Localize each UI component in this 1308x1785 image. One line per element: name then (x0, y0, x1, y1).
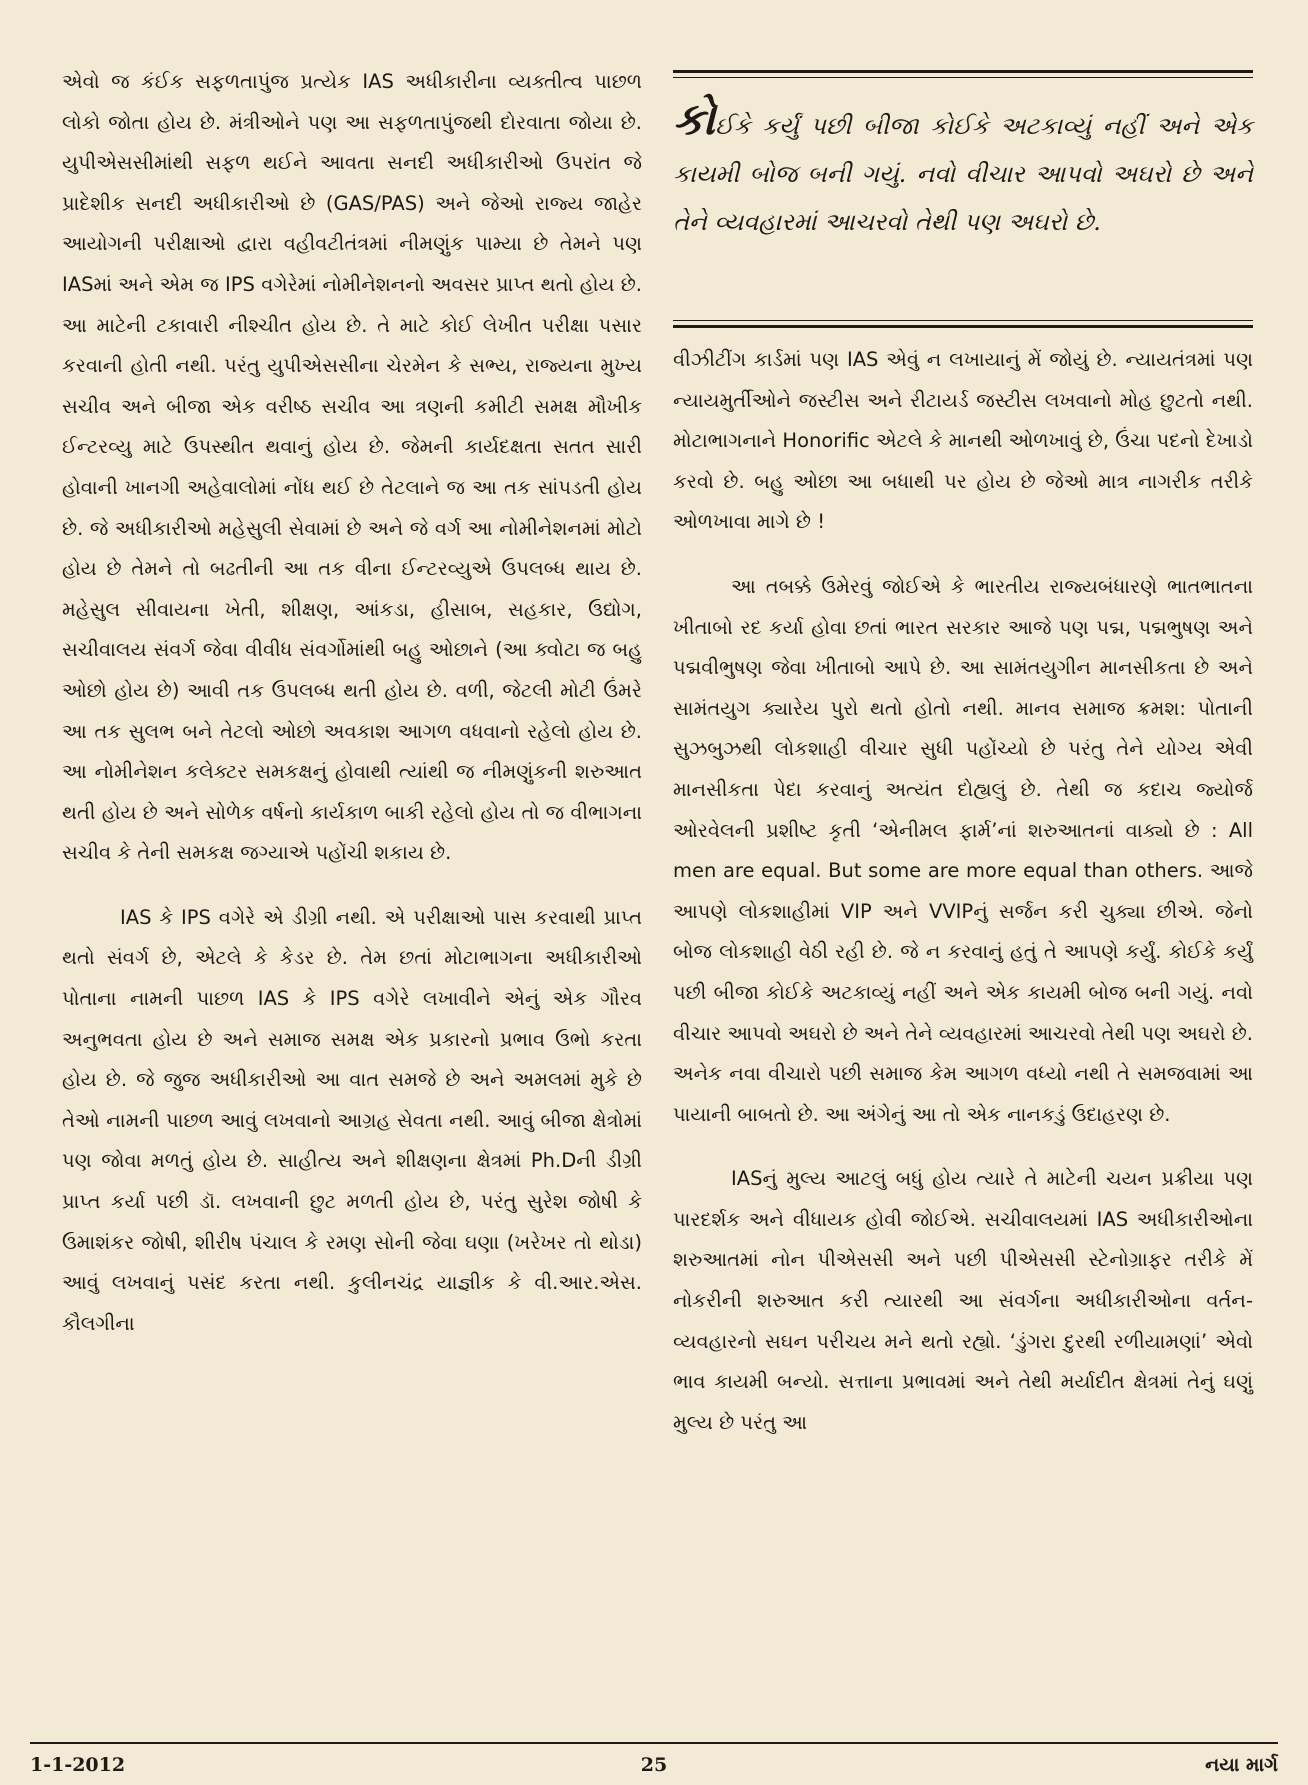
pull-quote-bottom-rule (673, 320, 1253, 328)
pull-quote (673, 70, 1253, 328)
pull-quote-top-rule (673, 70, 1253, 78)
right-paragraph-3: IASનું મુલ્ય આટલું બધું હોય ત્યારે તે માટેની ચયન પ્રક્રીયા પણ પારદર્શક અને વીધાયક હોવી જોઈએ. સચીવાલયમાં IAS અધીકારીઓના શરુઆતમાં નોન પીએસસી અને પછી પીએસસી સ્ટેનોગ્રાફર તરીકે મેં નોકરીની શરુઆત કરી ત્યારથી આ સંવર્ગના અધીકારીઓના વર્તન-વ્યવહારનો સઘન પરીચય મને થતો રહ્યો. ‘ડુંગરા દુરથી રળીયામણાં’ એવો ભાવ કાયમી બન્યો. સત્તાના પ્રભાવમાં અને તેથી મર્યાદીત ક્ષેત્રમાં તેનું ઘણું મુલ્ય છે પરંતુ આ (673, 1167, 1253, 1434)
pull-quote-text (673, 94, 1253, 246)
right-paragraph-2: આ તબક્કે ઉમેરવું જોઈએ કે ભારતીય રાજ્યબંધારણે ભાતભાતના ખીતાબો રદ કર્યા હોવા છતાં ભારત સરકાર આજે પણ પદ્મ, પદ્મભુષણ અને પદ્મવીભુષણ જેવા ખીતાબો આપે છે. આ સામંતયુગીન માનસીકતા છે અને સામંતયુગ ક્યારેય પુરો થતો હોતો નથી. માનવ સમાજ ક્રમશ: પોતાની સુઝબુઝથી લોકશાહી વીચાર સુધી પહોંચ્યો છે પરંતુ તેને યોગ્ય એવી માનસીકતા પેદા કરવાનું અત્યંત દોહ્યલું છે. તેથી જ કદાચ જ્યોર્જ ઓરવેલની પ્રશીષ્ટ કૃતી ‘એનીમલ ફાર્મ’નાં શરુઆતનાં વાક્યો છે : All men are equal. But some are more equal than others. આજે આપણે લોકશાહીમાં VIP અને VVIPનું સર્જન કરી ચુક્યા છીએ. જેનો બોજ લોકશાહી વેઠી રહી છે. જે ન કરવાનું હતું તે આપણે કર્યું. કોઈકે કર્યું પછી બીજા કોઈકે અટકાવ્યું નહીં અને એક કાયમી બોજ બની ગયું. નવો વીચાર આપવો અઘરો છે અને તેને વ્યવહારમાં આચરવો તેથી પણ અઘરો છે. અનેક નવા વીચારો પછી સમાજ કેમ આગળ વધ્યો નથી તે સમજવામાં આ પાયાની બાબતો છે. આ અંગેનું આ તો એક નાનકડું ઉદાહરણ છે. (673, 574, 1253, 1126)
left-paragraph-1: એવો જ કંઈક સફળતાપુંજ પ્રત્યેક IAS અધીકારીના વ્યક્તીત્વ પાછળ લોકો જોતા હોય છે. મંત્રીઓને પણ આ સફળતાપુંજથી દોરવાતા જોયા છે. યુપીએસસીમાંથી સફળ થઈને આવતા સનદી અધીકારીઓ ઉપરાંત જે પ્રાદેશીક સનદી અધીકારીઓ છે (GAS/PAS) અને જેઓ રાજ્ય જાહેર આયોગની પરીક્ષાઓ દ્વારા વહીવટીતંત્રમાં નીમણુંક પામ્યા છે તેમને પણ IASમાં અને એમ જ IPS વગેરેમાં નોમીનેશનનો અવસર પ્રાપ્ત થતો હોય છે. આ માટેની ટકાવારી નીશ્ચીત હોય છે. તે માટે કોઈ લેખીત પરીક્ષા પસાર કરવાની હોતી નથી. પરંતુ યુપીએસસીના ચેરમેન કે સભ્ય, રાજ્યના મુખ્ય સચીવ અને બીજા એક વરીષ્ઠ સચીવ આ ત્રણની કમીટી સમક્ષ મૌખીક ઈન્ટરવ્યુ માટે ઉપસ્થીત થવાનું હોય છે. જેમની કાર્યદક્ષતા સતત સારી હોવાની ખાનગી અહેવાલોમાં નોંધ થઈ છે તેટલાને જ આ તક સાંપડતી હોય છે. જે અધીકારીઓ મહેસુલી સેવામાં છે અને જે વર્ગ આ નોમીનેશનમાં મોટો હોય છે તેમને તો બઢતીની આ તક વીના ઈન્ટરવ્યુએ ઉપલબ્ધ થાય છે. મહેસુલ સીવાયના ખેતી, શીક્ષણ, આંકડા, હીસાબ, સહકાર, ઉદ્યોગ, સચીવાલય સંવર્ગ જેવા વીવીધ સંવર્ગોમાંથી બહુ ઓછાને (આ ક્વોટા જ બહુ ઓછો હોય છે) આવી તક ઉપલબ્ધ થતી હોય છે. વળી, જેટલી મોટી ઉંમરે આ તક સુલભ બને તેટલો ઓછો અવકાશ આગળ વધવાનો રહેલો હોય છે. આ નોમીનેશન કલેક્ટર સમકક્ષનું હોવાથી ત્યાંથી જ નીમણુંકની શરુઆત થતી હોય છે અને સોળેક વર્ષનો કાર્યકાળ બાકી રહેલો હોય તો જ વીભાગના સચીવ કે તેની સમકક્ષ જગ્યાએ પહોંચી શકાય છે. (62, 70, 642, 865)
pull-quote-body: ઈકે કર્યું પછી બીજા કોઈકે અટકાવ્યું નહીં અને એક કાયમી બોજ બની ગયું. નવો વીચાર આપવો અઘરો છે અને તેને વ્યવહારમાં આચરવો તેથી પણ અઘરો છે. (673, 112, 1253, 236)
footer-page-number: 25 (640, 1754, 668, 1776)
page-footer (30, 1742, 1278, 1784)
right-column (673, 340, 1253, 1443)
right-paragraph-1: વીઝીટીંગ કાર્ડમાં પણ IAS એવું ન લખાયાનું મેં જોયું છે. ન્યાયતંત્રમાં પણ ન્યાયમુર્તીઓને જસ્ટીસ અને રીટાયર્ડ જસ્ટીસ લખવાનો મોહ છુટતો નથી. મોટાભાગનાને Honorific એટલે કે માનથી ઓળખાવું છે, ઉંચા પદનો દેખાડો કરવો છે. બહુ ઓછા આ બધાથી પર હોય છે જેઓ માત્ર નાગરીક તરીકે ઓળખાવા માગે છે ! (673, 348, 1253, 534)
left-paragraph-2: IAS કે IPS વગેરે એ ડીગ્રી નથી. એ પરીક્ષાઓ પાસ કરવાથી પ્રાપ્ત થતો સંવર્ગ છે, એટલે કે કેડર છે. તેમ છતાં મોટાભાગના અધીકારીઓ પોતાના નામની પાછળ IAS કે IPS વગેરે લખાવીને એનું એક ગૌરવ અનુભવતા હોય છે અને સમાજ સમક્ષ એક પ્રકારનો પ્રભાવ ઉભો કરતા હોય છે. જે જુજ અધીકારીઓ આ વાત સમજે છે અને અમલમાં મુકે છે તેઓ નામની પાછળ આવું લખવાનો આગ્રહ સેવતા નથી. આવું બીજા ક્ષેત્રોમાં પણ જોવા મળતું હોય છે. સાહીત્ય અને શીક્ષણના ક્ષેત્રમાં Ph.Dની ડીગ્રી પ્રાપ્ત કર્યા પછી ડૉ. લખવાની છુટ મળતી હોય છે, પરંતુ સુરેશ જોષી કે ઉમાશંકર જોષી, શીરીષ પંચાલ કે રમણ સોની જેવા ઘણા (ખરેખર તો થોડા) આવું લખવાનું પસંદ કરતા નથી. કુલીનચંદ્ર યાજ્ઞીક કે વી.આર.એસ. કૌલગીના (62, 905, 642, 1335)
footer-publication-name: નયા માર્ગ (1205, 1754, 1278, 1776)
pull-quote-drop-cap: કો (673, 94, 716, 145)
left-column (62, 62, 642, 1344)
footer-date: 1-1-2012 (30, 1754, 126, 1776)
